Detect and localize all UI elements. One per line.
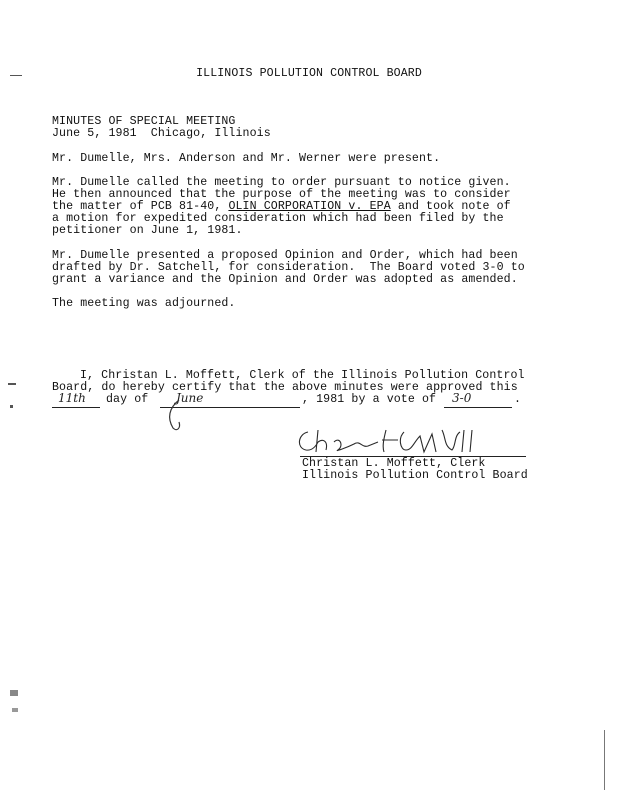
pen-stroke-mark [165, 398, 195, 434]
minutes-heading: MINUTES OF SPECIAL MEETING [52, 115, 236, 128]
paragraph2-line2: drafted by Dr. Satchell, for consideration. The Board voted 3-0 to [52, 261, 525, 274]
day-of-label: day of [106, 393, 149, 406]
certification-line2: Board, do hereby certify that the above minutes were approved this [52, 381, 518, 394]
paragraph1-line5: petitioner on June 1, 1981. [52, 224, 243, 237]
adjournment-line: The meeting was adjourned. [52, 297, 236, 310]
scan-speck [8, 383, 16, 385]
case-name: OLIN CORPORATION v. EPA [228, 200, 391, 213]
handwritten-day: 11th [58, 391, 86, 405]
paragraph2-line3: grant a variance and the Opinion and Order was adopted as amended. [52, 273, 518, 286]
board-name: Illinois Pollution Control Board [302, 469, 528, 482]
signature-line [300, 444, 526, 457]
case-suffix: and took note of [390, 200, 511, 213]
scan-edge-line [604, 730, 605, 790]
attendance-line: Mr. Dumelle, Mrs. Anderson and Mr. Werner were present. [52, 152, 441, 165]
paragraph2-line1: Mr. Dumelle presented a proposed Opinion and Order, which had been [52, 249, 518, 262]
paragraph1-line1: Mr. Dumelle called the meeting to order pursuant to notice given. [52, 176, 511, 189]
scan-speck [10, 690, 18, 696]
year-vote-label: , 1981 by a vote of [302, 393, 437, 406]
handwritten-month: June [176, 391, 204, 405]
case-prefix: the matter of PCB 81-40, [52, 200, 229, 213]
scan-speck [10, 75, 22, 76]
board-title: ILLINOIS POLLUTION CONTROL BOARD [196, 67, 422, 80]
scan-speck [12, 708, 18, 712]
paragraph1-line4: a motion for expedited consideration which had been filed by the [52, 212, 504, 225]
certification-period: . [514, 393, 522, 406]
paragraph1-line2: He then announced that the purpose of the meeting was to consider [52, 188, 511, 201]
meeting-date-line: June 5, 1981 Chicago, Illinois [52, 127, 271, 140]
clerk-name: Christan L. Moffett, Clerk [302, 457, 486, 470]
certification-line1: I, Christan L. Moffett, Clerk of the Illinois Pollution Control [80, 369, 525, 382]
handwritten-vote: 3-0 [452, 391, 472, 405]
scan-speck [10, 405, 13, 408]
